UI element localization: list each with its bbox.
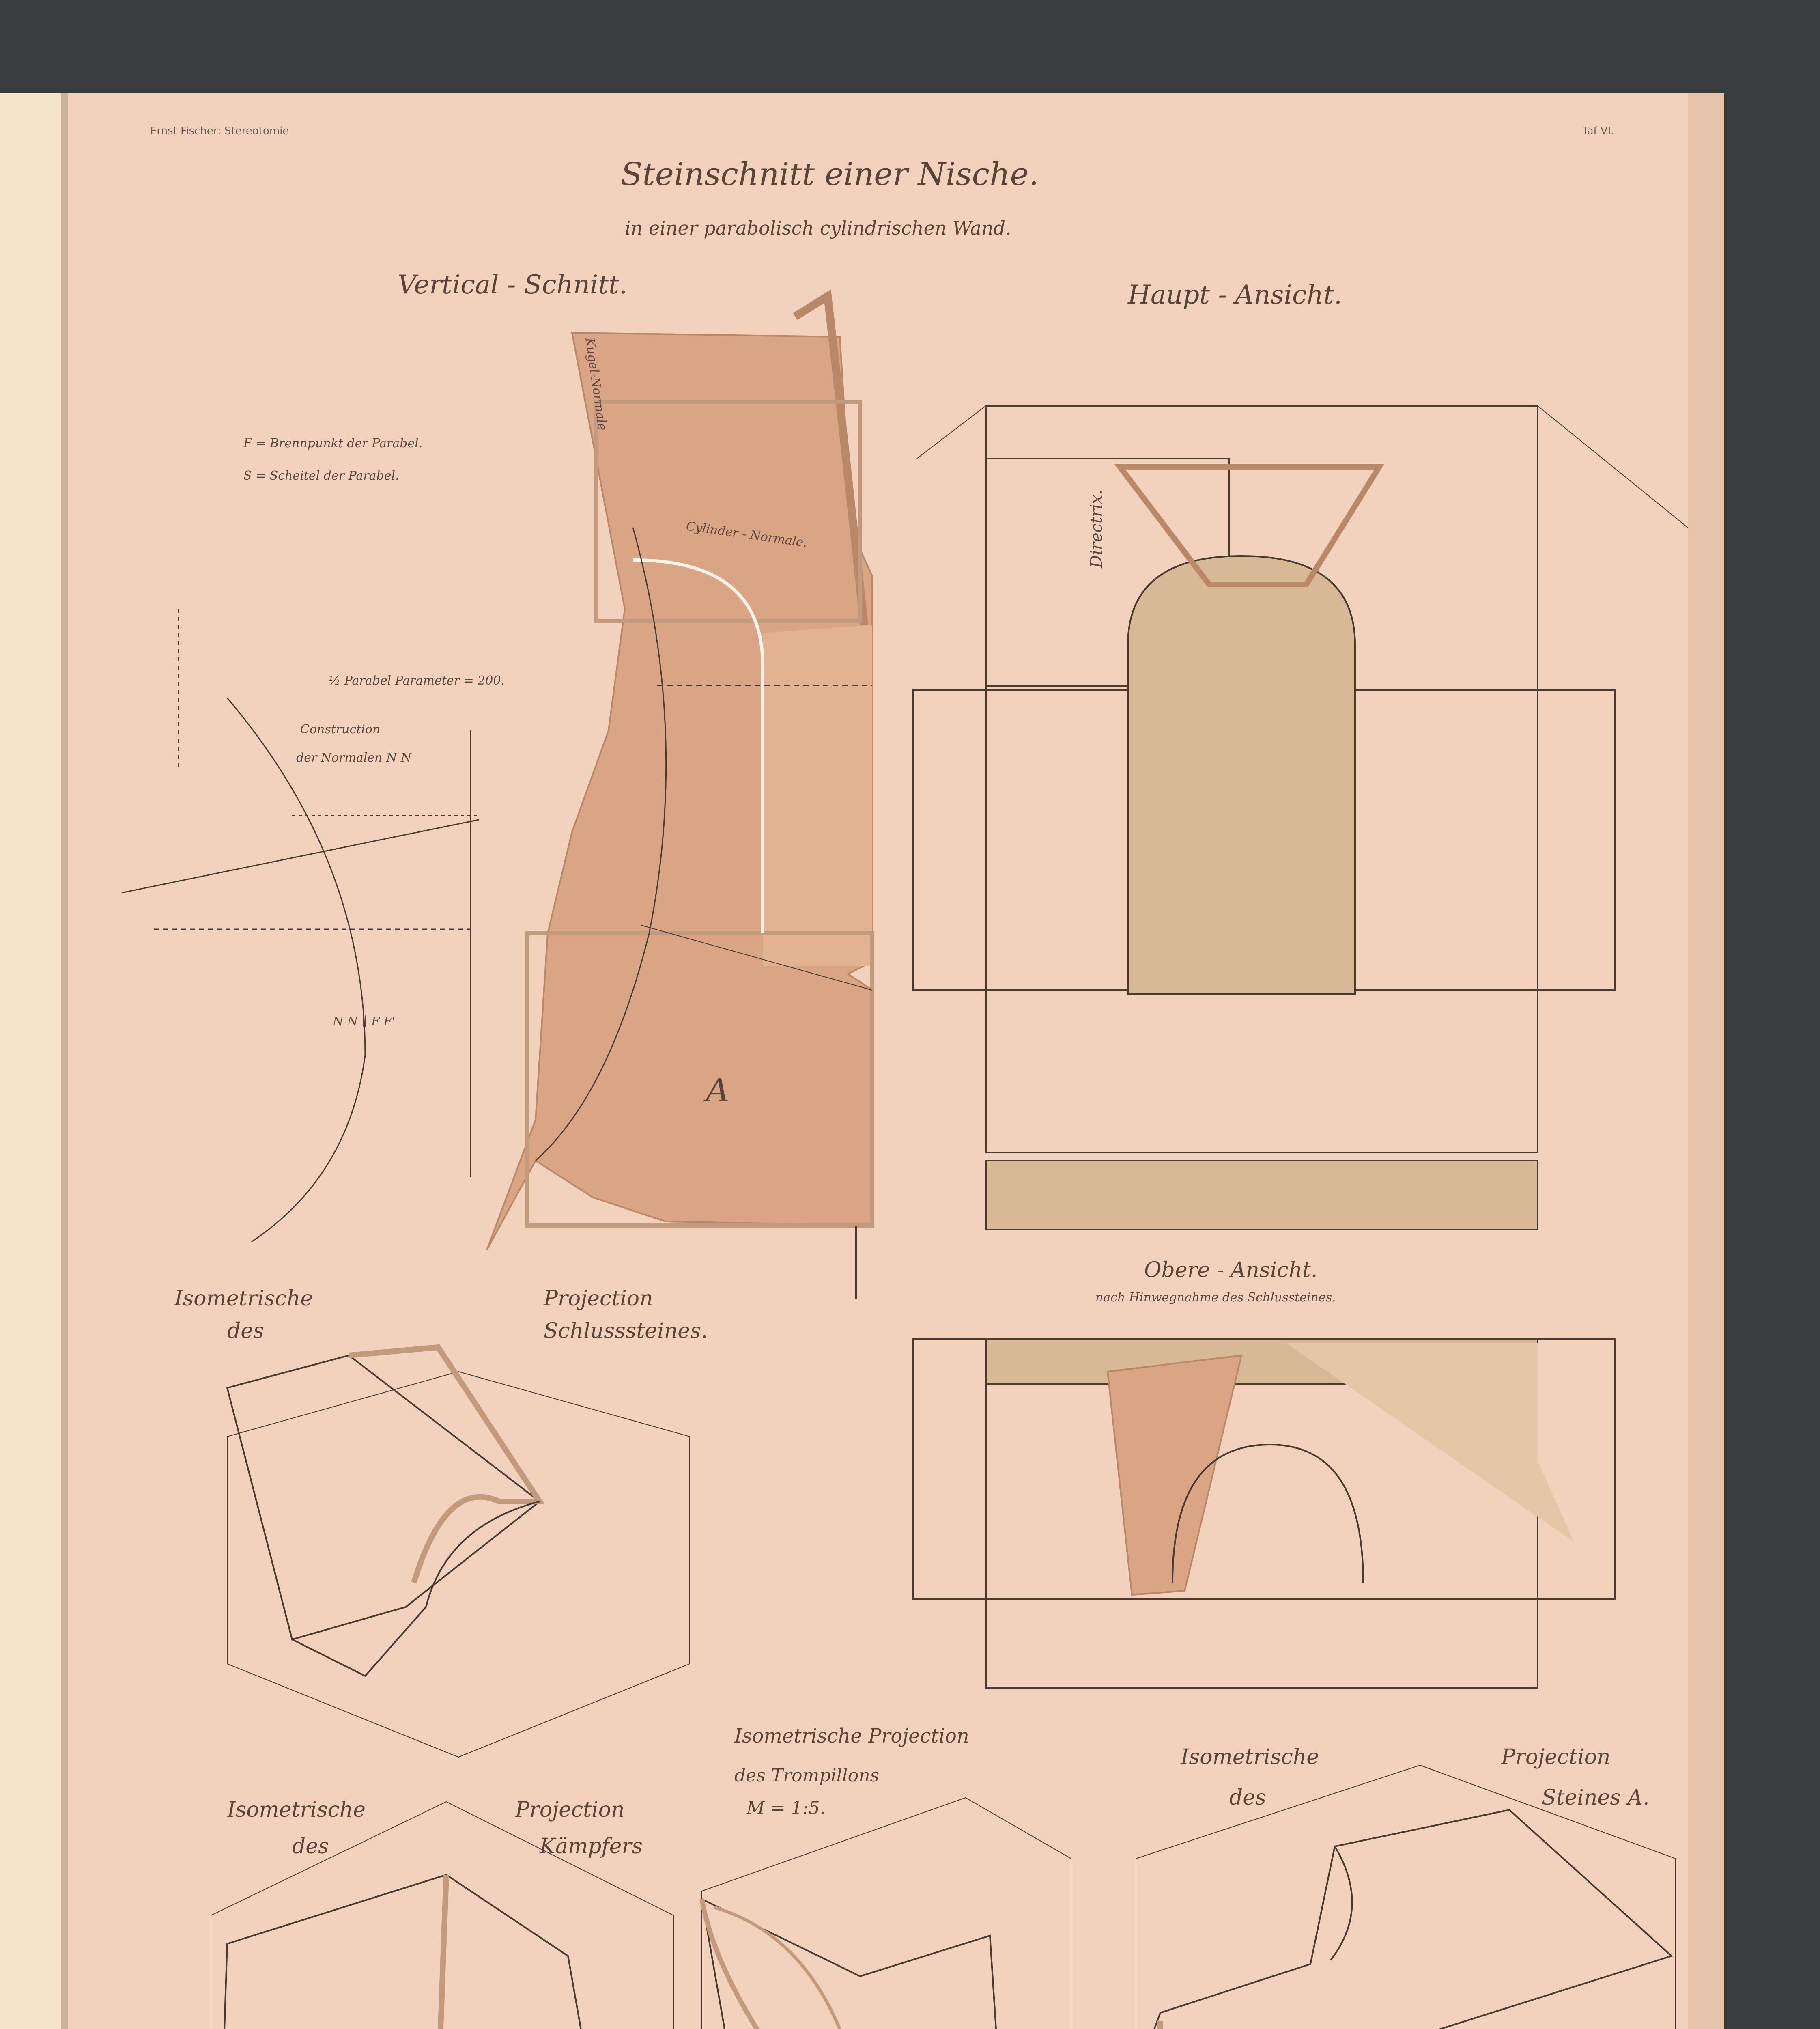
plate-subtitle: in einer parabolisch cylindrischen Wand.	[625, 217, 1011, 239]
vertical-section-title: Vertical - Schnitt.	[398, 270, 628, 300]
kugel-normale-label: Kugel-Normale	[582, 337, 610, 431]
main-view-title: Haupt - Ansicht.	[1128, 280, 1342, 310]
paper-right-edge	[1688, 93, 1724, 2029]
construction-label: Construction	[300, 722, 381, 737]
plate-title: Steinschnitt einer Nische.	[621, 156, 1039, 193]
legend-parameter: ½ Parabel Parameter = 200.	[329, 674, 505, 688]
iso-trompillon-title-2: des Trompillons	[734, 1765, 880, 1786]
cylinder-normale-label: Cylinder - Normale.	[685, 519, 808, 550]
page-gutter	[61, 93, 68, 2029]
iso-kaempfer-title-1: Isometrische	[227, 1798, 366, 1822]
iso-stone-a-title-1: Isometrische	[1181, 1745, 1319, 1769]
nn-ff-label: N N ∥ F F'	[333, 1014, 396, 1029]
iso-stone-a-title-4: Steines A.	[1542, 1786, 1650, 1810]
header-right: Taf VI.	[1582, 125, 1614, 137]
stone-a-marker: A	[706, 1071, 729, 1109]
iso-kaempfer-title-3: Projection	[515, 1798, 625, 1822]
facing-page-edge	[0, 93, 69, 2029]
main-view-niche-fill	[1128, 556, 1355, 994]
iso-trompillon-title-1: Isometrische Projection	[734, 1725, 969, 1747]
vertical-section-shaft-fill	[763, 625, 872, 966]
iso-keystone-title-1: Isometrische	[174, 1286, 313, 1311]
iso-kaempfer-title-2: des	[292, 1834, 329, 1859]
iso-keystone-title-2: des	[227, 1319, 264, 1343]
legend-focus: F = Brennpunkt der Parabel.	[243, 436, 423, 450]
iso-keystone-title-3: Projection	[544, 1286, 653, 1311]
iso-keystone-title-4: Schlusssteines.	[544, 1319, 708, 1343]
legend-vertex: S = Scheitel der Parabel.	[243, 469, 399, 483]
iso-kaempfer-title-4: Kämpfers	[540, 1834, 643, 1859]
top-view-title: Obere - Ansicht.	[1144, 1258, 1318, 1282]
iso-stone-a-title-3: Projection	[1501, 1745, 1611, 1769]
iso-trompillon-title-3: M = 1:5.	[747, 1798, 826, 1818]
directrix-label: Directrix.	[1087, 489, 1106, 568]
construction-label-2: der Normalen N N	[296, 751, 412, 765]
main-view-base-band	[986, 1161, 1538, 1230]
top-view-subtitle: nach Hinwegnahme des Schlussteines.	[1095, 1290, 1336, 1305]
header-left: Ernst Fischer: Stereotomie	[150, 125, 289, 137]
iso-stone-a-title-2: des	[1229, 1786, 1266, 1810]
